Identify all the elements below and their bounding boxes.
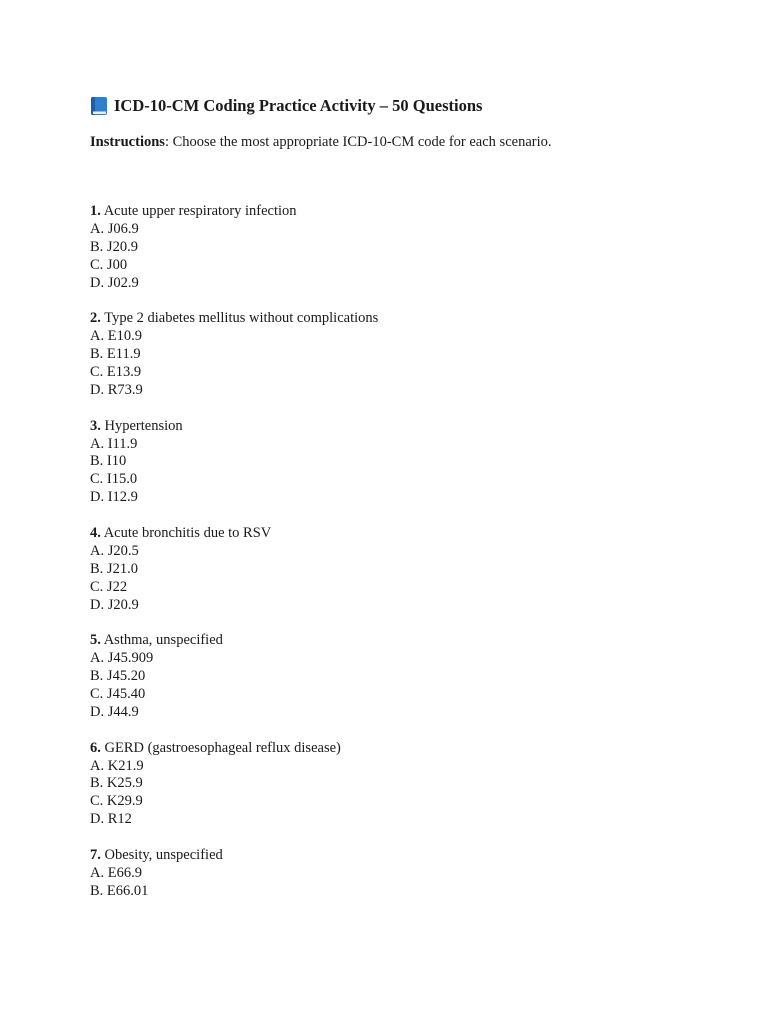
question-text: Asthma, unspecified — [100, 632, 223, 649]
answer-option: C. I15.0 — [90, 471, 138, 488]
question-number: 7. — [90, 846, 101, 863]
answer-option: D. R12 — [90, 811, 132, 828]
answer-option: C. J45.40 — [90, 686, 146, 703]
question-text: Hypertension — [100, 417, 183, 434]
answer-option: D. I12.9 — [90, 489, 138, 506]
question-number: 6. — [90, 739, 101, 756]
answer-option: A. E10.9 — [90, 328, 142, 345]
question-number: 2. — [90, 310, 101, 327]
answer-option: D. R73.9 — [90, 381, 143, 398]
question-item — [90, 847, 710, 901]
question-text: Acute bronchitis due to RSV — [100, 524, 272, 541]
question-stem — [90, 418, 710, 436]
blue-book-icon — [90, 96, 108, 116]
question-item — [90, 740, 710, 830]
answer-option: B. J21.0 — [90, 560, 138, 577]
answer-option: A. J06.9 — [90, 220, 139, 237]
answer-option: C. J22 — [90, 578, 128, 595]
instructions-label: Instructions — [90, 134, 165, 150]
question-item — [90, 525, 710, 615]
answer-option: A. I11.9 — [90, 435, 138, 452]
document-title: ICD-10-CM Coding Practice Activity – 50 Questions — [114, 96, 483, 115]
answer-option: B. E11.9 — [90, 346, 141, 363]
question-text: GERD (gastroesophageal reflux disease) — [100, 739, 341, 756]
answer-option: B. I10 — [90, 453, 127, 470]
instructions — [90, 132, 710, 152]
answer-option: A. J45.909 — [90, 650, 154, 667]
question-item — [90, 310, 710, 400]
question-stem — [90, 203, 710, 221]
question-text: Acute upper respiratory infection — [100, 203, 297, 219]
answer-option: B. K25.9 — [90, 775, 143, 792]
answer-option: D. J20.9 — [90, 596, 139, 613]
answer-option: C. K29.9 — [90, 793, 143, 810]
question-stem — [90, 310, 710, 328]
question-stem — [90, 847, 710, 865]
document-page — [90, 94, 710, 918]
answer-option: D. J02.9 — [90, 274, 139, 291]
question-list — [90, 203, 710, 901]
answer-option: D. J44.9 — [90, 703, 139, 720]
question-number: 5. — [90, 632, 101, 649]
answer-option: C. E13.9 — [90, 364, 142, 381]
answer-option: B. E66.01 — [90, 882, 149, 899]
question-item — [90, 632, 710, 722]
question-number: 3. — [90, 417, 101, 434]
answer-option: B. J20.9 — [90, 238, 138, 255]
answer-option: A. K21.9 — [90, 757, 144, 774]
question-number: 1. — [90, 203, 101, 219]
question-text: Type 2 diabetes mellitus without complications — [100, 310, 379, 327]
question-item — [90, 418, 710, 508]
question-stem — [90, 525, 710, 543]
answer-option: A. E66.9 — [90, 864, 142, 881]
question-item — [90, 203, 710, 293]
answer-option: A. J20.5 — [90, 542, 139, 559]
answer-option: C. J00 — [90, 256, 128, 273]
answer-option: B. J45.20 — [90, 668, 146, 685]
question-stem — [90, 632, 710, 650]
document-title-row — [90, 94, 710, 118]
question-number: 4. — [90, 524, 101, 541]
question-text: Obesity, unspecified — [100, 846, 223, 863]
question-stem — [90, 740, 710, 758]
instructions-text: : Choose the most appropriate ICD-10-CM code for each scenario. — [164, 134, 552, 150]
